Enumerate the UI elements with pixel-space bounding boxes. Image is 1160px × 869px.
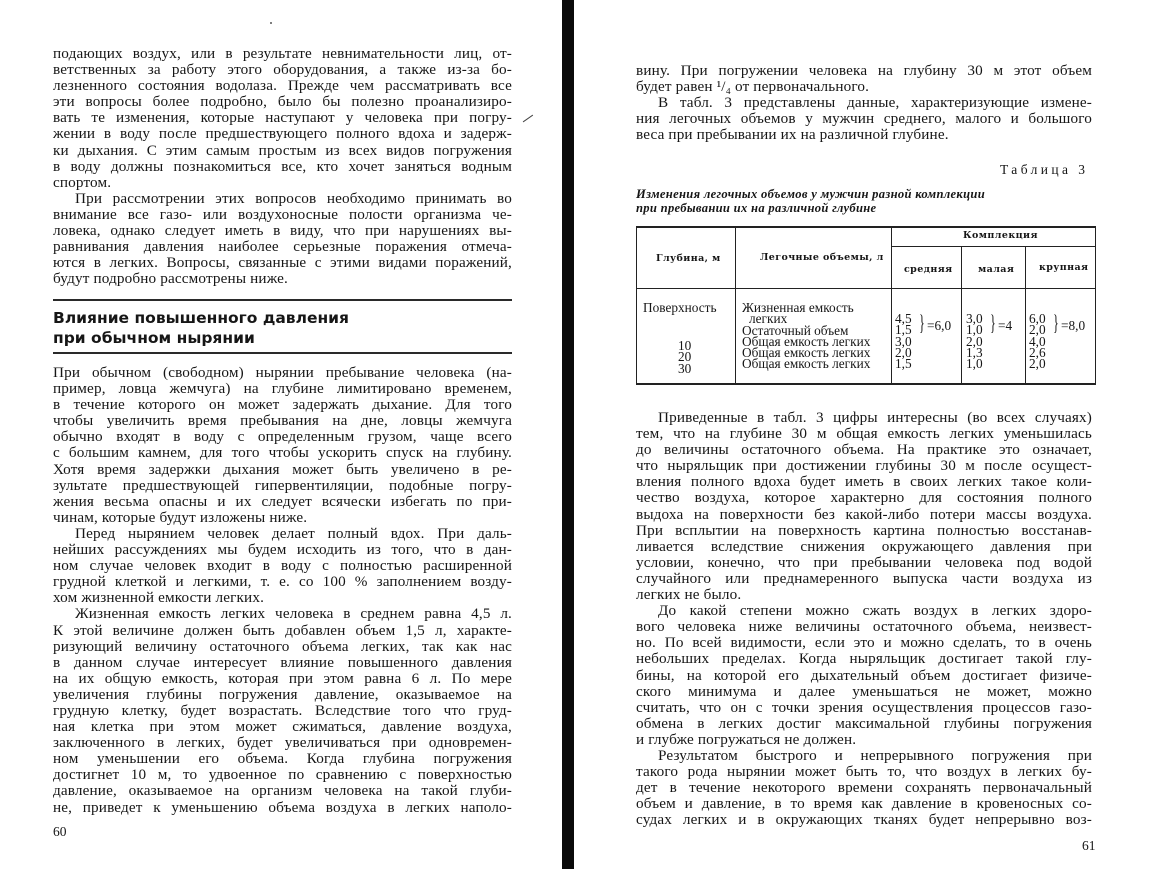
lung-volume-table xyxy=(636,226,1096,384)
right-page xyxy=(574,0,1160,869)
paragraph: вину. При погружении человека на глубину 30 м этот объем будет равен ¹/₄ от первоначального. xyxy=(636,62,1092,96)
depth-cells: 10 20 30 xyxy=(678,338,692,376)
paragraph: Жизненная емкость легких человека в среднем равна 4,5 л. К этой величине должен быть добавлен объем 1,5 л, характе- ризующий величину остаточного объема легких, так как нас в данном случае интересует влияние повышенного давления на их общую емкость, которая при этом равна 6 л. По мере увеличения глубины погружения давление, оказываемое на грудную клетку, будет возрастать. Вследствие того что груд- ная клетка при этом может сжиматься, давление воздуха, заключенного в легких, будет увеличиваться при одновремен- ном уменьшении его объема. Когда глубина погружения достигнет 10 м, то удвоенное по сравнению с поверхностью давление, оказываемое на организм человека на такой глуби- не, приведет к уменьшению объема воздуха в легких наполо- xyxy=(53,605,512,816)
header-build-large: крупная xyxy=(1039,262,1089,273)
scan-speck xyxy=(270,22,272,24)
left-text-top xyxy=(53,46,512,287)
paragraph: Приведенные в табл. 3 цифры интересны (во всех случаях) тем, что на глубине 30 м общая емкость легких уменьшилась до величины остаточного объема. На практике это означает, что ныряльщик при достижении глубины 30 м после осущест- вления полного вдоха будет иметь в своих легких такое коли- чество воздуха, которое характерно для состояния полного выдоха на поверхности без какой-либо потери массы воздуха. При всплытии на поверхность картина полностью восстанав- ливается вследствие снижения окружающего давления при условии, конечно, что при пребывании человека под водой случайного или преднамеренного выпуска части воздуха из легких не было. xyxy=(636,409,1092,604)
book-spine-gutter xyxy=(562,0,574,869)
table-label: Таблица 3 xyxy=(1000,162,1089,177)
sum-large: =8,0 xyxy=(1061,318,1086,333)
header-build: Комплекция xyxy=(963,230,1038,241)
header-lung-volumes: Легочные объемы, л xyxy=(760,252,884,263)
large-build-values: 6,0 2,0 4,0 2,6 2,0 xyxy=(1029,311,1046,372)
heading-top-rule xyxy=(53,299,512,301)
left-page xyxy=(0,0,562,869)
paragraph: При обычном (свободном) нырянии пребывание человека (на- пример, ловца жемчуга) на глубине лимитировано временем, в течение которого он может задержать дыхание. Для того чтобы увеличить время пребывания на дне, ловцы жемчуга обычно входят в воду с определенным грузом, чаще всего с большим камнем, для того чтобы ускорить спуск на глубину. Хотя время задержки дыхания может быть увеличено в ре- зультате предшествующей гипервентиляции, подобные погру- жения весьма опасны и их следует всячески избегать по при- чинам, которые будут изложены ниже. xyxy=(53,364,512,526)
left-text-bottom xyxy=(53,365,512,816)
depth-cells: Поверхность xyxy=(643,300,717,315)
paragraph: Результатом быстрого и непрерывного погружения при такого рода нырянии может быть то, что воздух в легких бу- дет в течение некоторого времени сохранять первоначальный объем и давление, в то время как давление в кровеносных со- судах легких и в окружающих тканях будет непрерывно воз- xyxy=(636,746,1092,829)
page-number-right: 61 xyxy=(1082,838,1096,853)
sum-medium: =6,0 xyxy=(927,318,952,333)
paragraph: До какой степени можно сжать воздух в легких здоро- вого человека ниже величины остаточного объема, неизвест- но. По всей видимости, если это и можно сделать, то в очень небольших пределах. Когда ныряльщик достигает такой глу- бины, на которой его дыхательный объем достигает физиче- ского минимума и далее уменьшаться не может, можно считать, что он с точки зрения осуществления процессов газо- обмена в легких достиг максимальной глубины погружения и глубже погружаться не должен. xyxy=(636,602,1092,748)
paragraph: подающих воздух, или в результате невнимательности лиц, от- ветственных за работу этого оборудования, а также из-за бо- лезненного состояния водолаза. Прежде чем рассматривать все эти вопросы более подробно, было бы полезно проанализиро- вать те изменения, которые наступают у человека при погру- жении в воду после предшествующего полного вдоха и задерж- ки дыхания. С этим самым простым из всех видов погружения в воду должны познакомиться все, кто хочет заняться водным спортом. xyxy=(53,45,512,191)
brace-icon: } xyxy=(990,310,996,335)
right-text-bottom xyxy=(636,410,1092,828)
header-depth: Глубина, м xyxy=(656,253,721,264)
table-caption: Изменения легочных объемов у мужчин разной комплекции при пребывании их на различной глубине xyxy=(636,187,986,215)
right-text-top xyxy=(636,63,1092,143)
header-build-small: малая xyxy=(978,264,1015,275)
paragraph: Перед нырянием человек делает полный вдох. При даль- нейших рассуждениях мы будем исходить из того, что в дан- ном случае человек входит в воду с полностью расширенной грудной клеткой и легкими, т. е. со 100 % заполнением возду- хом жизненной емкости легких. xyxy=(53,524,512,607)
brace-icon: } xyxy=(1053,310,1059,335)
medium-build-values: 4,5 1,5 3,0 2,0 1,5 xyxy=(895,311,912,372)
heading-bottom-rule xyxy=(53,352,512,354)
page-number-left: 60 xyxy=(53,824,67,839)
section-heading: Влияние повышенного давления при обычном нырянии xyxy=(53,309,349,347)
brace-icon: } xyxy=(919,310,925,335)
paragraph: В табл. 3 представлены данные, характеризующие измене- ния легочных объемов у мужчин среднего, малого и большого веса при пребывании их на различной глубине. xyxy=(636,94,1092,144)
paragraph: При рассмотрении этих вопросов необходимо принимать во внимание все газо- или воздухоносные полости организма че- ловека, однако следует иметь в виду, что при нарушениях вы- равнивания давления наиболее серьезные поражения отмеча- ются в легких. Вопросы, связанные с этими видами поражений, будут подробно рассмотрены ниже. xyxy=(53,189,512,288)
header-build-medium: средняя xyxy=(904,264,953,275)
small-build-values: 3,0 1,0 2,0 1,3 1,0 xyxy=(966,311,983,372)
pencil-mark xyxy=(523,115,534,123)
volume-label-cells: Жизненная емкость легких Остаточный объем Общая емкость легких Общая емкость легких Общая емкость легких xyxy=(742,300,871,372)
sum-small: =4 xyxy=(998,318,1013,333)
